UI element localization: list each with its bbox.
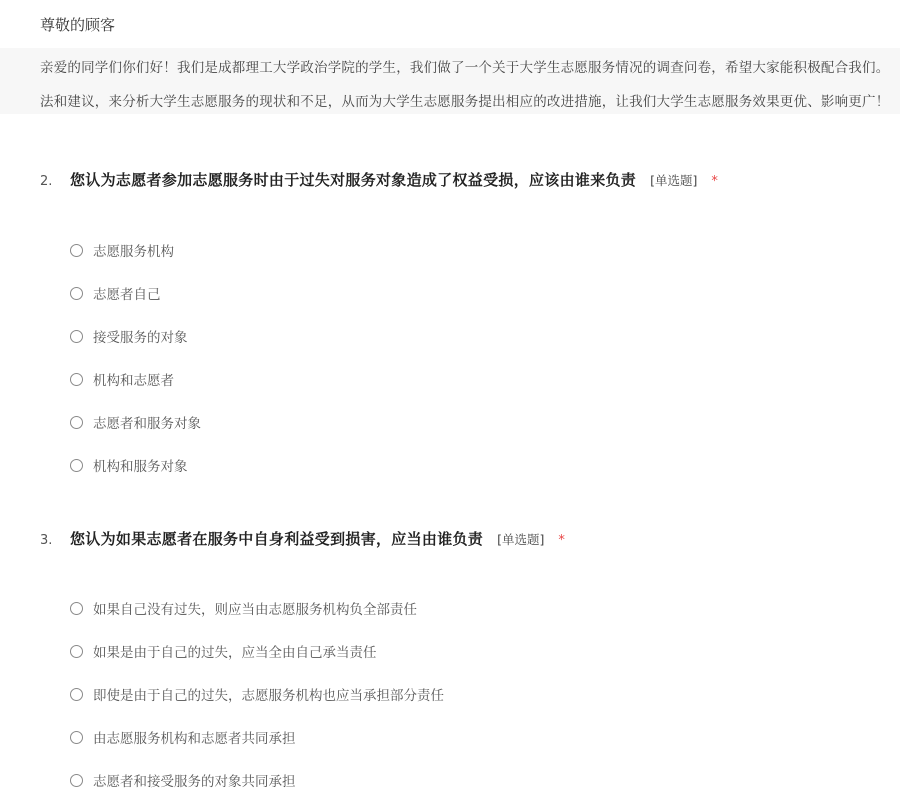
question-type-label: [单选题] xyxy=(650,173,698,188)
q2-option-2[interactable] xyxy=(70,283,161,303)
option-label: 如果是由于自己的过失，应当全由自己承当责任 xyxy=(93,645,377,661)
option-label: 即使是由于自己的过失，志愿服务机构也应当承担部分责任 xyxy=(93,688,444,704)
option-label: 由志愿服务机构和志愿者共同承担 xyxy=(93,731,296,747)
option-label: 如果自己没有过失，则应当由志愿服务机构负全部责任 xyxy=(93,602,417,618)
question-number: 2. xyxy=(40,174,53,189)
option-label: 机构和服务对象 xyxy=(93,459,188,475)
q3-option-1[interactable] xyxy=(70,598,417,618)
option-label: 志愿服务机构 xyxy=(93,244,174,260)
intro-line-1: 亲爱的同学们你们好！我们是成都理工大学政治学院的学生，我们做了一个关于大学生志愿服务情况的调查问卷，希望大家能积极配合我们。 xyxy=(40,60,890,76)
radio-button[interactable] xyxy=(70,602,83,615)
option-label: 志愿者自己 xyxy=(93,287,161,303)
radio-button[interactable] xyxy=(70,688,83,701)
q2-option-3[interactable] xyxy=(70,326,188,346)
radio-button[interactable] xyxy=(70,373,83,386)
option-label: 志愿者和服务对象 xyxy=(93,416,201,432)
intro-line-2: 法和建议，来分析大学生志愿服务的现状和不足，从而为大学生志愿服务提出相应的改进措施，让我们大学生志愿服务效果更优、影响更广！ xyxy=(40,94,890,110)
question-number: 3. xyxy=(40,533,53,548)
question-type-label: [单选题] xyxy=(497,532,545,547)
q2-option-4[interactable] xyxy=(70,369,174,389)
radio-button[interactable] xyxy=(70,287,83,300)
q3-option-3[interactable] xyxy=(70,684,444,704)
option-label: 接受服务的对象 xyxy=(93,330,188,346)
required-marker: * xyxy=(558,533,565,548)
q2-option-6[interactable] xyxy=(70,455,188,475)
intro-block xyxy=(0,48,900,114)
option-label: 机构和志愿者 xyxy=(93,373,174,389)
radio-button[interactable] xyxy=(70,774,83,787)
q2-option-1[interactable] xyxy=(70,240,174,260)
greeting-text: 尊敬的顾客 xyxy=(40,16,116,34)
radio-button[interactable] xyxy=(70,330,83,343)
radio-button[interactable] xyxy=(70,731,83,744)
question-text: 您认为志愿者参加志愿服务时由于过失对服务对象造成了权益受损，应该由谁来负责 xyxy=(70,171,637,189)
radio-button[interactable] xyxy=(70,416,83,429)
question-title xyxy=(40,169,718,190)
radio-button[interactable] xyxy=(70,244,83,257)
question-text: 您认为如果志愿者在服务中自身利益受到损害，应当由谁负责 xyxy=(70,530,484,548)
question-title xyxy=(40,528,565,549)
q2-option-5[interactable] xyxy=(70,412,201,432)
radio-button[interactable] xyxy=(70,459,83,472)
q3-option-2[interactable] xyxy=(70,641,377,661)
q3-option-5[interactable] xyxy=(70,770,296,790)
q3-option-4[interactable] xyxy=(70,727,296,747)
option-label: 志愿者和接受服务的对象共同承担 xyxy=(93,774,296,790)
required-marker: * xyxy=(711,174,718,189)
radio-button[interactable] xyxy=(70,645,83,658)
